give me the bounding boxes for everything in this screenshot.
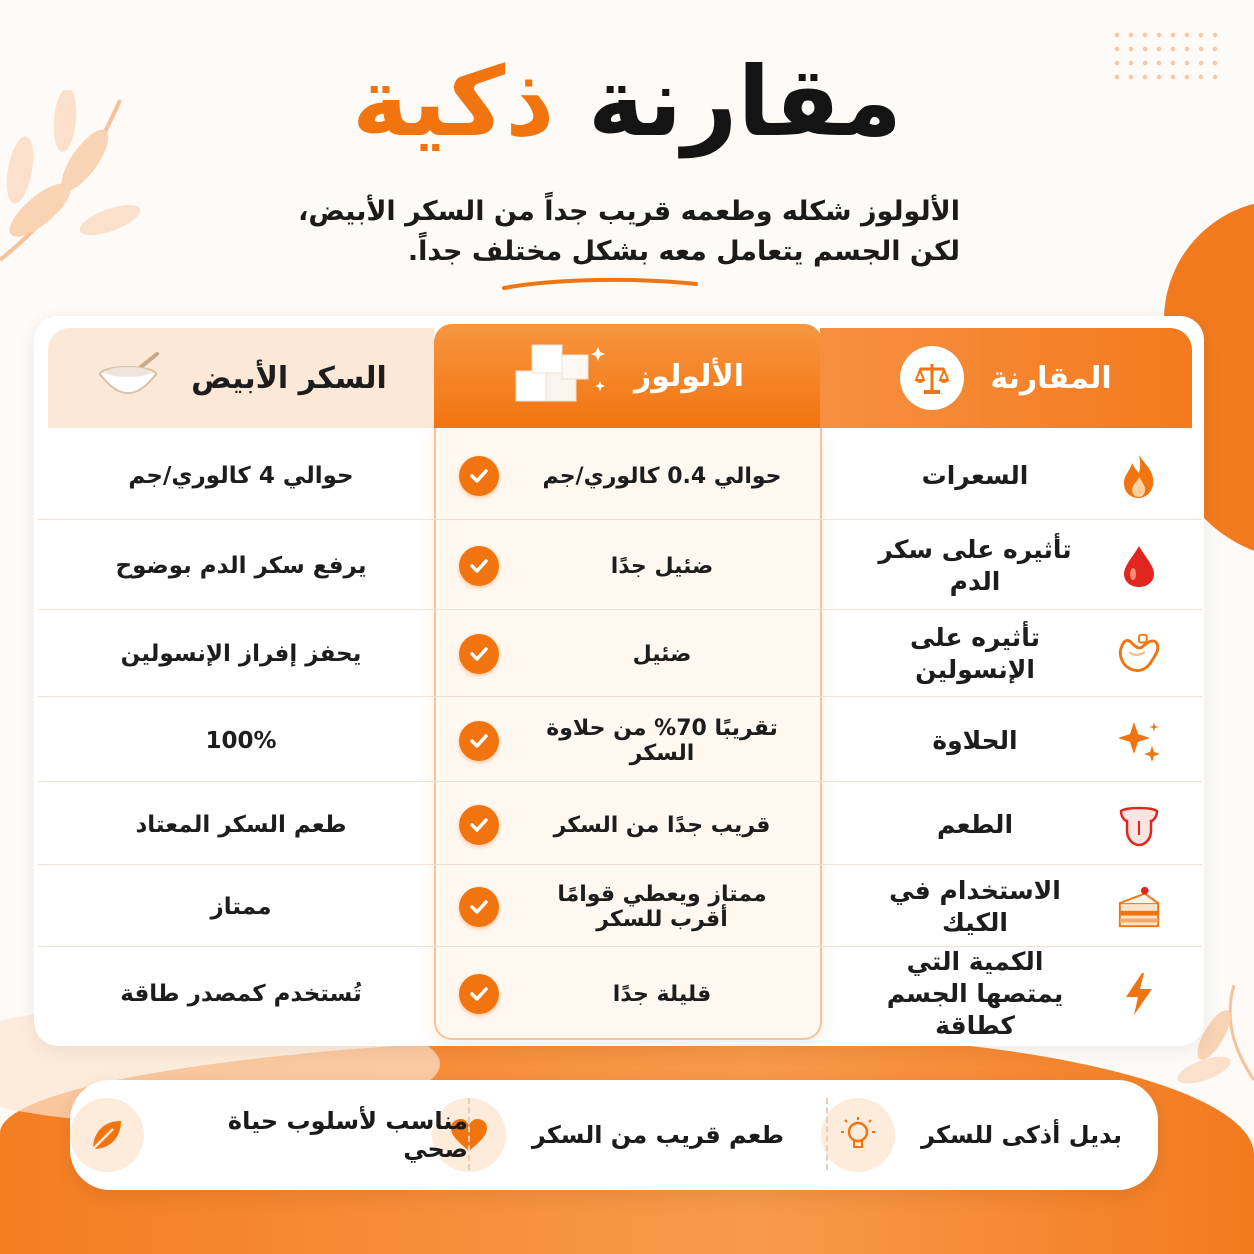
feature-label: الحلاوة	[932, 726, 1018, 755]
pancreas-icon	[1116, 631, 1162, 677]
title-orange-word: ذكية	[351, 46, 555, 158]
blood-drop-icon	[1116, 543, 1162, 589]
allulose-value: حوالي 0.4 كالوري/جم	[542, 463, 782, 489]
feature-cell	[832, 948, 1202, 1040]
table-row-taste	[38, 781, 1202, 869]
check-icon	[459, 634, 499, 674]
benefit-label: بديل أذكى للسكر	[921, 1121, 1122, 1149]
title-black-word: مقارنة	[587, 46, 903, 158]
allulose-value: قليلة جدًا	[612, 981, 712, 1007]
subtitle-line-1: الألولوز شكله وطعمه قريب جداً من السكر الأبيض،	[298, 196, 960, 227]
allulose-cell	[434, 610, 822, 698]
benefit-healthy-lifestyle	[70, 1080, 468, 1190]
check-icon	[459, 546, 499, 586]
allulose-value: ضئيل جدًا	[610, 553, 714, 579]
sparkle-icon	[1116, 718, 1162, 764]
sugar-value: طعم السكر المعتاد	[135, 812, 347, 838]
column-header-compare	[820, 328, 1192, 428]
feature-label: السعرات	[921, 461, 1029, 490]
column-header-allulose-label: الألولوز	[633, 358, 745, 394]
benefit-label: طعم قريب من السكر	[531, 1121, 784, 1149]
check-icon	[459, 974, 499, 1014]
feature-cell	[832, 697, 1202, 785]
table-row-insulin	[38, 610, 1202, 698]
lightbulb-icon	[821, 1098, 895, 1172]
cake-icon	[1116, 884, 1162, 930]
feature-label: تأثيره على الإنسولين	[910, 623, 1040, 684]
allulose-cell	[434, 697, 822, 785]
table-row-calories	[38, 432, 1202, 520]
table-row-blood-sugar	[38, 522, 1202, 610]
benefit-smarter-alternative	[821, 1080, 1122, 1190]
feature-cell	[832, 781, 1202, 869]
feature-label: الكمية التي يمتصها الجسم كطاقة	[886, 947, 1064, 1040]
sugar-value: ممتاز	[210, 894, 272, 920]
sugar-bowl-icon	[95, 350, 165, 406]
benefit-taste-like-sugar	[432, 1080, 784, 1190]
feature-cell	[832, 522, 1202, 610]
sugar-value: 100%	[205, 728, 277, 754]
table-row-sweetness	[38, 697, 1202, 785]
column-header-compare-label: المقارنة	[990, 360, 1112, 396]
check-icon	[459, 456, 499, 496]
check-icon	[459, 721, 499, 761]
allulose-value: ضئيل	[632, 641, 692, 667]
allulose-cell	[434, 781, 822, 869]
feature-label: الاستخدام في الكيك	[889, 876, 1061, 937]
allulose-cell	[434, 432, 822, 520]
check-icon	[459, 887, 499, 927]
table-row-energy	[38, 948, 1202, 1040]
subtitle-line-2: لكن الجسم يتعامل معه بشكل مختلف جداً.	[407, 236, 960, 267]
table-row-cake	[38, 863, 1202, 951]
lightning-icon	[1116, 971, 1162, 1017]
subtitle	[200, 192, 960, 272]
check-icon	[459, 805, 499, 845]
feature-cell	[832, 610, 1202, 698]
allulose-cell	[434, 522, 822, 610]
fire-icon	[1116, 453, 1162, 499]
tongue-icon	[1116, 802, 1162, 848]
sugar-value: حوالي 4 كالوري/جم	[128, 463, 354, 489]
sugar-cubes-icon	[512, 341, 608, 411]
benefit-label: مناسب لأسلوب حياة صحي	[227, 1107, 468, 1163]
benefit-divider	[826, 1098, 828, 1170]
column-header-sugar	[48, 328, 434, 428]
sugar-value: يرفع سكر الدم بوضوح	[115, 553, 367, 579]
leaf-icon	[70, 1098, 144, 1172]
page-title	[0, 42, 1254, 162]
column-header-allulose	[434, 324, 822, 428]
subtitle-underline-icon	[500, 276, 700, 292]
allulose-value: ممتاز ويعطي قوامًا أقرب للسكر	[557, 882, 767, 932]
feature-label: تأثيره على سكر الدم	[878, 535, 1072, 596]
allulose-value: قريب جدًا من السكر	[553, 812, 771, 838]
allulose-cell	[434, 948, 822, 1040]
feature-cell	[832, 432, 1202, 520]
sugar-value: تُستخدم كمصدر طاقة	[120, 981, 362, 1007]
allulose-value: تقريبًا 70% من حلاوة السكر	[546, 716, 778, 766]
sugar-value: يحفز إفراز الإنسولين	[120, 641, 362, 667]
benefit-divider	[468, 1098, 470, 1170]
allulose-cell	[434, 863, 822, 951]
scale-icon	[900, 346, 964, 410]
column-header-sugar-label: السكر الأبيض	[191, 360, 387, 396]
benefits-bar	[70, 1080, 1158, 1190]
feature-cell	[832, 863, 1202, 951]
feature-label: الطعم	[936, 810, 1014, 839]
